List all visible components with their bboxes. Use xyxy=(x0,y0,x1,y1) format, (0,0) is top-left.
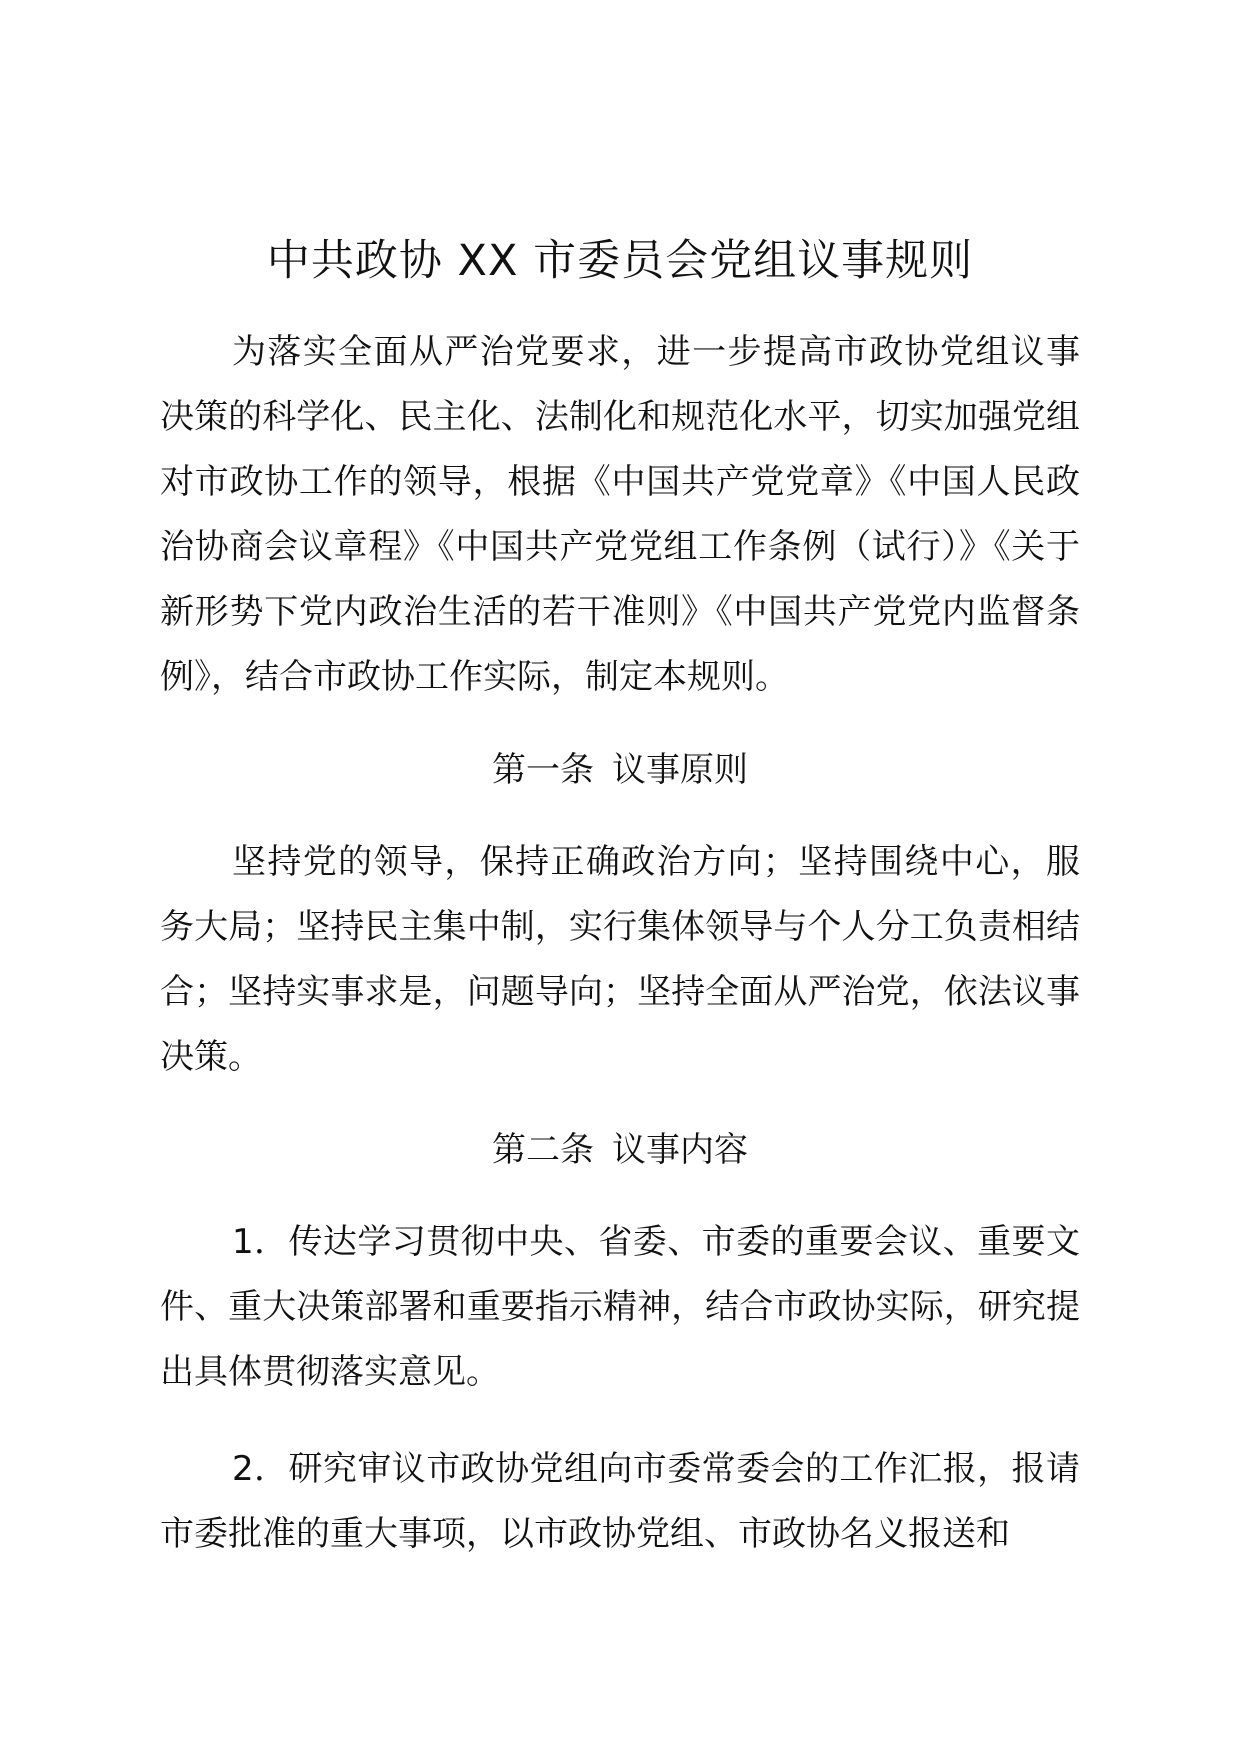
document-body xyxy=(160,232,1080,1567)
section-heading-1 xyxy=(160,750,1080,790)
section-number: 第二条 xyxy=(492,1130,594,1170)
intro-paragraph: 为落实全面从严治党要求，进一步提高市政协党组议事决策的科学化、民主化、法制化和规范化水平，切实加强党组对市政协工作的领导，根据《中国共产党党章》《中国人民政治协商会议章程》《中国共产党党组工作条例（试行）》《关于新形势下党内政治生活的若干准则》《中国共产党党内监督条例》，结合市政协工作实际，制定本规则。 xyxy=(160,332,1080,697)
paragraph-spacer xyxy=(160,1405,1080,1437)
section-2-paragraph-2: 2．研究审议市政协党组向市委常委会的工作汇报，报请市委批准的重大事项，以市政协党组、市政协名义报送和 xyxy=(160,1449,1080,1554)
section-title: 议事原则 xyxy=(612,750,748,790)
document-title: 中共政协 XX 市委员会党组议事规则 xyxy=(266,236,974,286)
section-1-paragraph-1: 坚持党的领导，保持正确政治方向；坚持围绕中心，服务大局；坚持民主集中制，实行集体领导与个人分工负责相结合；坚持实事求是，问题导向；坚持全面从严治党，依法议事决策。 xyxy=(160,842,1080,1077)
section-title: 议事内容 xyxy=(612,1130,748,1170)
section-number: 第一条 xyxy=(492,750,594,790)
section-heading-2 xyxy=(160,1130,1080,1170)
section-2-paragraph-1: 1．传达学习贯彻中央、省委、市委的重要会议、重要文件、重大决策部署和重要指示精神，结合市政协实际，研究提出具体贯彻落实意见。 xyxy=(160,1222,1080,1392)
